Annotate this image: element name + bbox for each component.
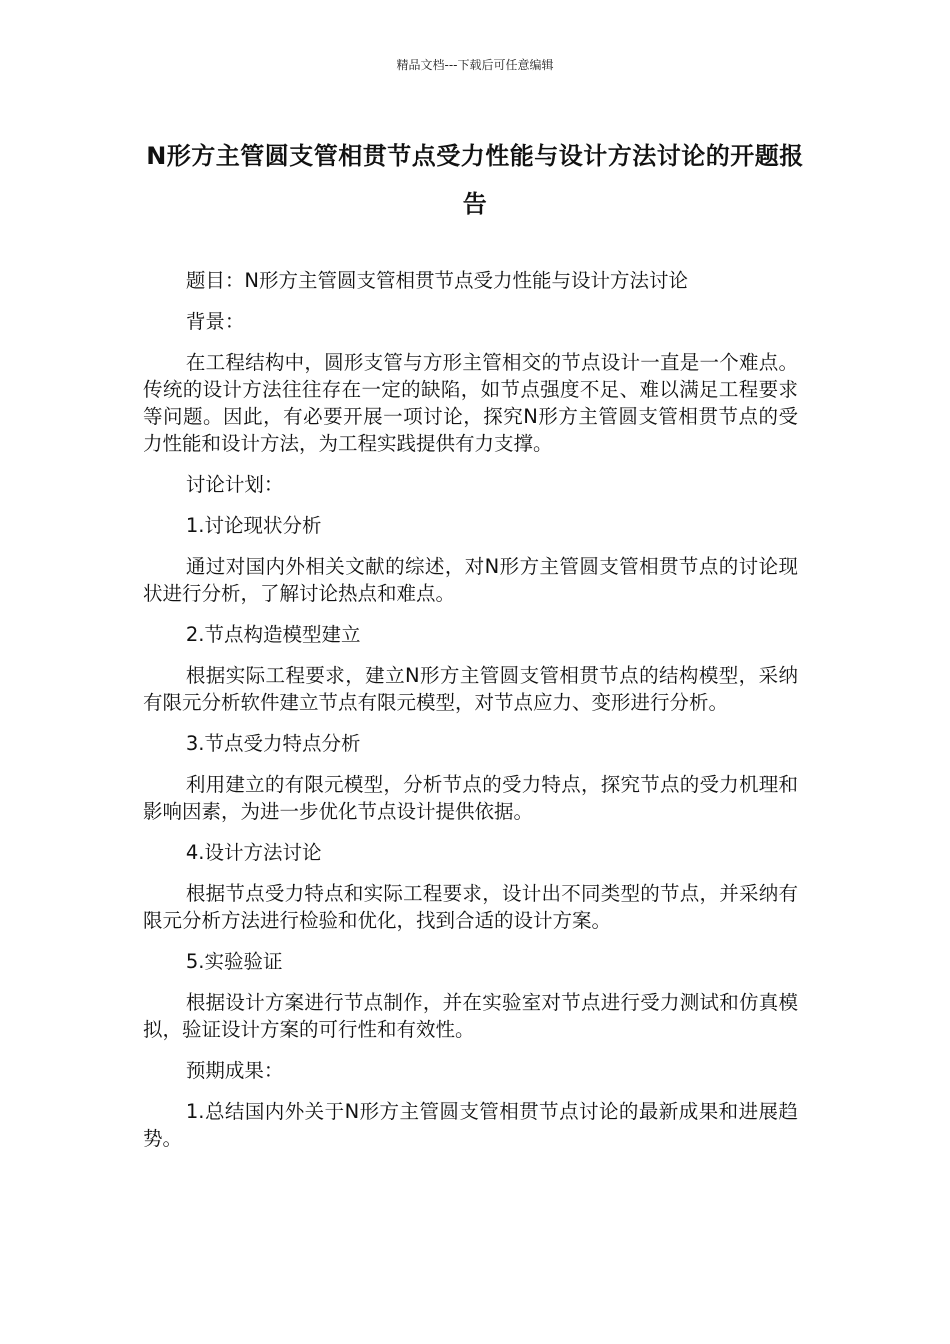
heading-plan-2: 2.节点构造模型建立 bbox=[185, 623, 361, 646]
heading-expected-results: 预期成果： bbox=[185, 1059, 284, 1082]
document-body bbox=[143, 267, 798, 1166]
paragraph-expected-1: 1.总结国内外关于N形方主管圆支管相贯节点讨论的最新成果和进展趋势。 bbox=[143, 1100, 798, 1150]
paragraph-plan-5: 根据设计方案进行节点制作，并在实验室对节点进行受力测试和仿真模拟，验证设计方案的可行性和有效性。 bbox=[143, 991, 798, 1041]
paragraph-plan-2: 根据实际工程要求，建立N形方主管圆支管相贯节点的结构模型，采纳有限元分析软件建立节点有限元模型，对节点应力、变形进行分析。 bbox=[143, 664, 798, 714]
heading-research-plan: 讨论计划： bbox=[185, 473, 284, 496]
paragraph-plan-3: 利用建立的有限元模型，分析节点的受力特点，探究节点的受力机理和影响因素，为进一步优化节点设计提供依据。 bbox=[143, 773, 798, 823]
document-title: N形方主管圆支管相贯节点受力性能与设计方法讨论的开题报告 bbox=[146, 142, 804, 218]
paragraph-background: 在工程结构中，圆形支管与方形主管相交的节点设计一直是一个难点。传统的设计方法往往存在一定的缺陷，如节点强度不足、难以满足工程要求等问题。因此，有必要开展一项讨论，探究N形方主管圆支管相贯节点的受力性能和设计方法，为工程实践提供有力支撑。 bbox=[143, 351, 798, 455]
page-header: 精品文档---下载后可任意编辑 bbox=[396, 58, 554, 72]
paragraph-plan-1: 通过对国内外相关文献的综述，对N形方主管圆支管相贯节点的讨论现状进行分析，了解讨论热点和难点。 bbox=[143, 555, 798, 605]
heading-plan-5: 5.实验验证 bbox=[185, 950, 283, 973]
paragraph-plan-4: 根据节点受力特点和实际工程要求，设计出不同类型的节点，并采纳有限元分析方法进行检验和优化，找到合适的设计方案。 bbox=[143, 882, 798, 932]
paragraph-topic: 题目：N形方主管圆支管相贯节点受力性能与设计方法讨论 bbox=[185, 269, 688, 292]
heading-background: 背景： bbox=[185, 310, 245, 333]
heading-plan-3: 3.节点受力特点分析 bbox=[185, 732, 361, 755]
heading-plan-4: 4.设计方法讨论 bbox=[185, 841, 322, 864]
heading-plan-1: 1.讨论现状分析 bbox=[185, 514, 322, 537]
